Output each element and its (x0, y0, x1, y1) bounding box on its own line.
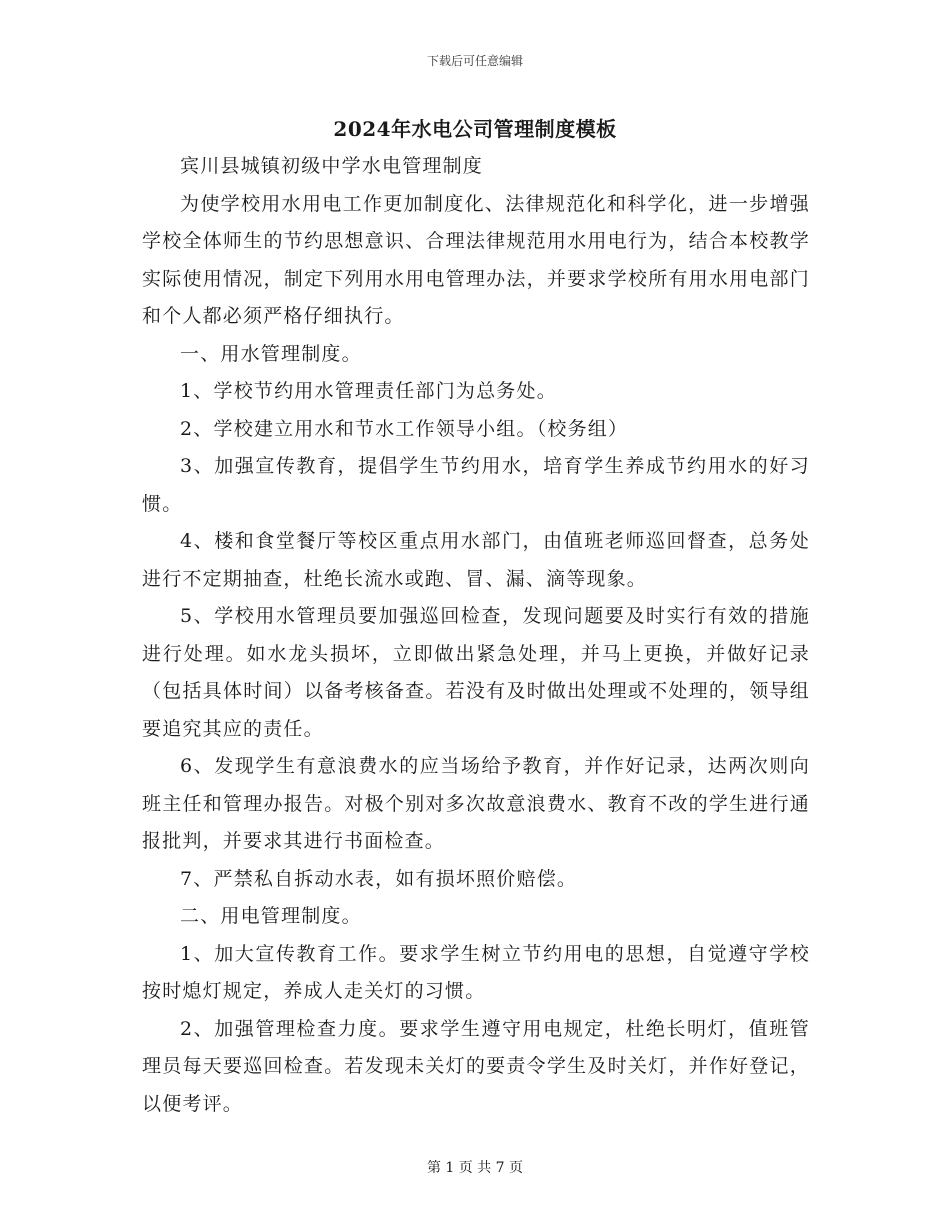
water-rule-4: 4、楼和食堂餐厅等校区重点用水部门，由值班老师巡回督查，总务处进行不定期抽查，杜绝长流水或跑、冒、漏、滴等现象。 (142, 530, 810, 590)
document-body (142, 148, 810, 1123)
water-rule-2: 2、学校建立用水和节水工作领导小组。（校务组） (180, 417, 629, 440)
water-rule-6: 6、发现学生有意浪费水的应当场给予教育，并作好记录，达两次则向班主任和管理办报告。对极个别对多次故意浪费水、教育不改的学生进行通报批判，并要求其进行书面检查。 (142, 755, 810, 852)
intro-paragraph: 为使学校用水用电工作更加制度化、法律规范化和科学化，进一步增强学校全体师生的节约思想意识、合理法律规范用水用电行为，结合本校教学实际使用情况，制定下列用水用电管理办法，并要求学校所有用水用电部门和个人都必须严格仔细执行。 (142, 192, 810, 327)
section-heading-water: 一、用水管理制度。 (180, 342, 362, 365)
electricity-rule-2: 2、加强管理检查力度。要求学生遵守用电规定，杜绝长明灯，值班管理员每天要巡回检查。若发现未关灯的要责令学生及时关灯，并作好登记，以便考评。 (142, 1017, 810, 1115)
header-note: 下载后可任意编辑 (426, 54, 523, 68)
section-heading-electricity: 二、用电管理制度。 (180, 905, 362, 927)
page-number: 第 1 页 共 7 页 (426, 1160, 524, 1176)
subtitle-paragraph: 宾川县城镇初级中学水电管理制度 (180, 155, 484, 177)
water-rule-3: 3、加强宣传教育，提倡学生节约用水，培育学生养成节约用水的好习惯。 (142, 455, 810, 515)
water-rule-7: 7、严禁私自拆动水表，如有损坏照价赔偿。 (180, 867, 578, 890)
document-title: 2024年水电公司管理制度模板 (333, 117, 617, 141)
water-rule-5: 5、学校用水管理员要加强巡回检查，发现问题要及时实行有效的措施进行处理。如水龙头损坏，立即做出紧急处理，并马上更换，并做好记录（包括具体时间）以备考核备查。若没有及时做出处理或不处理的，领导组要追究其应的责任。 (142, 605, 810, 740)
water-rule-1: 1、学校节约用水管理责任部门为总务处。 (180, 380, 557, 402)
electricity-rule-1: 1、加大宣传教育工作。要求学生树立节约用电的思想，自觉遵守学校按时熄灯规定，养成人走关灯的习惯。 (142, 942, 810, 1002)
